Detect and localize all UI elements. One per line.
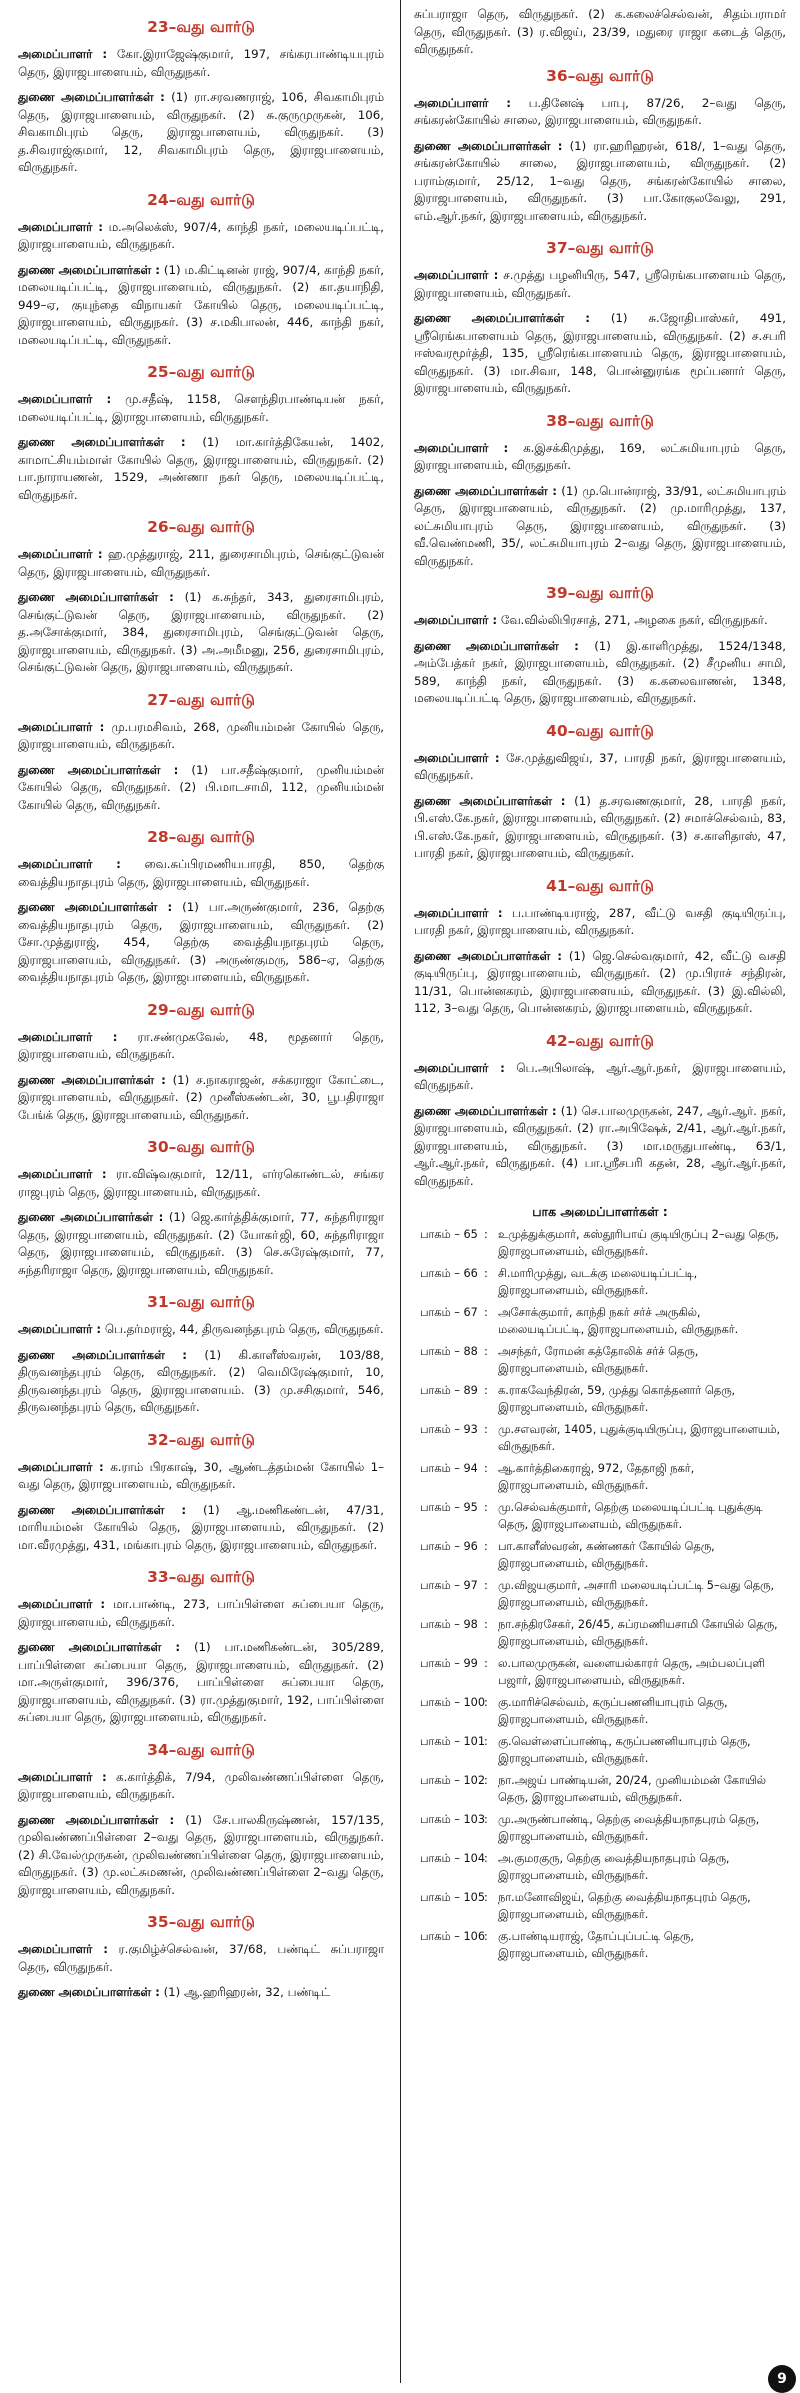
deputies-label: துணை அமைப்பாளர்கள் : [18, 90, 165, 104]
deputies-details: (1) ச.நாகராஜன், சக்கராஜா கோட்டை, இராஜபாளையம், விருதுநகர். (2) முனீஸ்கண்டன், 30, பூபதிராஜா பேங்க் தெரு, இராஜபாளையம், விருதுநகர். [18, 1072, 385, 1122]
organizer-label: அமைப்பாளர் : [18, 1459, 104, 1474]
ward-organizer [18, 1596, 384, 1631]
booth-number: பாகம் – 89 [420, 1384, 478, 1397]
organizer-label: அமைப்பாளர் : [18, 47, 108, 61]
ward-section [414, 67, 786, 226]
ward-section [414, 877, 786, 1018]
booth-separator: : [484, 1384, 488, 1397]
deputies-details: (1) மா.கார்த்திகேயன், 1402, காமாட்சியம்மாள் கோயில் தெரு, இராஜபாளையம், விருதுநகர். (2) பா.நாராயணன், 1529, அண்ணா நகர் தெரு, மலையடிப்பட்டி, விருதுநகர். [18, 435, 384, 502]
deputies-details: (1) ஆ.மணிகண்டன், 47/31, மாரியம்மன் கோயில் தெரு, இராஜபாளையம், விருதுநகர். (2) மா.வீரமுத்து, 431, மங்காபுரம் தெரு, இராஜபாளையம், விருதுநகர். [18, 1502, 384, 1552]
deputies-label: துணை அமைப்பாளர்கள் : [18, 762, 179, 777]
booth-number: பாகம் – 99 [420, 1657, 478, 1670]
ward-section [18, 1741, 384, 1900]
booth-row [414, 1851, 786, 1884]
ward-deputies [18, 1347, 384, 1417]
organizer-details: ச.முத்து பழனியிரு, 547, ஸ்ரீரெங்கபாளையம் தெரு, இராஜபாளையம், விருதுநகர். [414, 268, 786, 300]
organizer-details: ம.அலெக்ஸ், 907/4, காந்தி நகர், மலையடிப்பட்டி, இராஜபாளையம், விருதுநகர். [18, 219, 384, 251]
booth-organizer: உமுத்துக்குமார், கஸ்தூரிபாய் குடியிருப்பு 2–வது தெரு, இராஜபாளையம், விருதுநகர். [498, 1228, 779, 1258]
booth-row [414, 1617, 786, 1650]
booth-number: பாகம் – 94 [420, 1462, 478, 1475]
booth-row [414, 1812, 786, 1845]
deputies-details: (1) ஜெ.செல்வகுமார், 42, வீட்டு வசதி குடியிருப்பு, இராஜபாளையம், விருதுநகர். (2) மு.பிராச் சந்திரன், 11/31, பொன்னகரம், இராஜபாளையம், விருதுநகர். (3) இ.வில்லி, 112, 3–வது தெரு, பொன்னகரம், இராஜபாளையம், விருதுநகர். [414, 948, 787, 1015]
booth-separator: : [484, 1423, 488, 1436]
booth-row [414, 1461, 786, 1494]
booth-separator: : [484, 1618, 488, 1631]
ward-deputies [18, 1984, 384, 2002]
ward-organizer [414, 750, 786, 785]
deputies-details: (1) ஆ.ஹரிஹரன், 32, பண்டிட் [163, 1985, 331, 1999]
ward-deputies [18, 434, 384, 504]
ward-organizer [18, 856, 384, 891]
ward-organizer [18, 1321, 384, 1339]
ward-heading: 27–வது வார்டு [147, 690, 255, 709]
organizer-label: அமைப்பாளர் : [18, 547, 103, 561]
ward-heading: 29–வது வார்டு [147, 1000, 255, 1019]
ward-section [18, 828, 384, 987]
booth-number: பாகம் – 97 [420, 1579, 478, 1592]
booth-organizer: மு.சஎவரன், 1405, புதுக்குடியிருப்பு, இராஜபாளையம், விருதுநகர். [498, 1423, 781, 1453]
ward-organizer [414, 1060, 786, 1095]
deputies-label: துணை அமைப்பாளர்கள் : [414, 1103, 557, 1118]
ward-heading: 40–வது வார்டு [546, 721, 654, 740]
booth-row [414, 1305, 786, 1338]
deputies-details: (1) கி.காளீஸ்வரன், 103/88, திருவனந்தபுரம் தெரு, விருதுநகர். (2) வெமிரேஷ்குமார், 10, திருவனந்தபுரம் தெரு, இராஜபாளையம். (3) மு.சசிகுமார், 546, திருவனந்தபுரம் தெரு, விருதுநகர். [18, 1347, 384, 1414]
organizer-label: அமைப்பாளர் : [18, 219, 103, 234]
booth-row [414, 1383, 786, 1416]
ward-heading: 31–வது வார்டு [147, 1293, 255, 1311]
organizer-details: ஹ.முத்துராஜ், 211, துரைசாமிபுரம், செங்குட்டுவன் தெரு, இராஜபாளையம், விருதுநகர். [18, 547, 385, 579]
deputies-label: துணை அமைப்பாளர்கள் : [18, 1502, 187, 1517]
booth-organizer: ல.பாலமுருகன், வளையல்காரர் தெரு, அம்பலப்புளி பஜார், இராஜபாளையம், விருதுநகர். [498, 1657, 765, 1687]
booth-number: பாகம் – 101 [420, 1735, 486, 1748]
organizer-label: அமைப்பாளர் : [18, 1167, 107, 1181]
organizer-label: அமைப்பாளர் : [18, 857, 121, 871]
booth-organizer: சி.மாரிமுத்து, வடக்கு மலையடிப்பட்டி, இராஜபாளையம், விருதுநகர். [498, 1267, 698, 1297]
ward-deputies [18, 262, 384, 350]
booth-row [414, 1890, 786, 1923]
deputies-label: துணை அமைப்பாளர்கள் : [18, 590, 174, 604]
booth-number: பாகம் – 67 [420, 1306, 478, 1319]
deputies-details: (1) த.சரவணகுமார், 28, பாரதி நகர், பி.எஸ்.கே.நகர், இராஜபாளையம், விருதுநகர். (2) சமாச்செல்வம், 83, பி.எஸ்.கே.நகர், இராஜபாளையம், விருதுநகர். (3) ச.காளிதாஸ், 47, பாரதி நகர், இராஜபாளையம், விருதுநகர். [414, 793, 787, 860]
booth-row [414, 1266, 786, 1299]
organizer-label: அமைப்பாளர் : [18, 1597, 106, 1611]
ward-deputies [18, 762, 384, 815]
organizer-details: வை.சுப்பிரமணியபாரதி, 850, தெற்கு வைத்தியநாதபுரம் தெரு, இராஜபாளையம், விருதுநகர். [18, 857, 385, 889]
right-wards [414, 67, 786, 1191]
column-divider [400, 0, 401, 2383]
organizer-label: அமைப்பாளர் : [414, 440, 509, 455]
organizer-label: அமைப்பாளர் : [414, 750, 500, 765]
booth-row [414, 1422, 786, 1455]
organizer-details: ரா.சண்முகவேல், 48, மூதனார் தெரு, இராஜபாளையம், விருதுநகர். [18, 1029, 384, 1061]
ward-section [18, 1431, 384, 1555]
booth-number: பாகம் – 65 [420, 1228, 478, 1241]
booth-number: பாகம் – 93 [420, 1423, 478, 1436]
booth-organizer: நா.அஜய் பாண்டியன், 20/24, முனியம்மன் கோயில் தெரு, இராஜபாளையம், விருதுநகர். [498, 1774, 766, 1804]
booth-separator: : [484, 1267, 488, 1280]
ward-organizer [414, 95, 786, 130]
booth-separator: : [484, 1930, 488, 1943]
ward-section [18, 191, 384, 350]
ward-deputies [414, 310, 786, 398]
booth-separator: : [484, 1540, 488, 1553]
booth-organizer: பா.காளீஸ்வரன், கண்ணகர் கோயில் தெரு, இராஜபாளையம், விருதுநகர். [498, 1540, 715, 1570]
booth-separator: : [484, 1852, 488, 1865]
deputies-details: (1) பா.அருண்குமார், 236, தெற்கு வைத்தியநாதபுரம் தெரு, இராஜபாளையம், விருதுநகர். (2) சோ.முத்துராஜ், 454, தெற்கு வைத்தியநாதபுரம் தெரு, இராஜபாளையம், விருதுநகர். (3) அருண்குமரு, 586–ஏ, தெற்கு வைத்தியநாதபுரம் தெரு, இராஜபாளையம், விருதுநகர். [18, 900, 384, 984]
deputies-details: (1) சே.பாலகிருஷ்ணன், 157/135, முலிவண்ணப்பிள்ளை 2–வது தெரு, இராஜபாளையம், விருதுநகர். (2) சி.வேல்முருகன், முலிவண்ணப்பிள்ளை தெரு, இராஜபாளையம், விருதுநகர். (3) மு.லட்சுமணன், முலிவண்ணப்பிள்ளை 2–வது தெரு, இராஜபாளையம், விருதுநகர். [18, 1812, 384, 1897]
ward-deputies [18, 1209, 384, 1279]
ward-heading: 38–வது வார்டு [546, 411, 654, 430]
booth-separator: : [484, 1813, 488, 1826]
booth-organizer: நா.மனோவிஜய், தெற்கு வைத்தியநாதபுரம் தெரு, இராஜபாளையம், விருதுநகர். [498, 1891, 751, 1921]
ward-heading: 36–வது வார்டு [546, 66, 654, 85]
booth-row [414, 1929, 786, 1962]
booth-row [414, 1734, 786, 1767]
organizer-label: அமைப்பாளர் : [18, 1769, 107, 1784]
organizer-details: க.இசக்கிமுத்து, 169, லட்சுமியாபுரம் தெரு, இராஜபாளையம், விருதுநகர். [414, 440, 786, 472]
ward-deputies [18, 899, 384, 987]
booth-organizer: அசோக்குமார், காந்தி நகர் சர்ச் அருகில், மலையடிப்பட்டி, இராஜபாளையம், விருதுநகர். [498, 1306, 739, 1336]
organizer-details: க.ராம் பிரகாஷ், 30, ஆண்டத்தம்மன் கோயில் 1–வது தெரு, இராஜபாளையம், விருதுநகர். [18, 1459, 385, 1491]
ward-organizer [414, 440, 786, 475]
ward-deputies [18, 89, 384, 177]
ward-deputies [18, 1812, 384, 1900]
organizer-details: மு.பரமசிவம், 268, முனியம்மன் கோயில் தெரு, இராஜபாளையம், விருதுநகர். [18, 719, 384, 751]
deputies-label: துணை அமைப்பாளர்கள் : [18, 1072, 166, 1087]
ward-organizer [414, 905, 786, 940]
ward-deputies [414, 138, 786, 226]
ward-deputies [414, 1103, 786, 1191]
booth-number: பாகம் – 104 [420, 1852, 486, 1865]
booth-organizer: அ.குமரகுரு, தெற்கு வைத்தியநாதபுரம் தெரு, இராஜபாளையம், விருதுநகர். [498, 1852, 730, 1882]
ward-heading: 26–வது வார்டு [147, 518, 255, 536]
deputies-label: துணை அமைப்பாளர்கள் : [18, 435, 186, 449]
ward-heading: 41–வது வார்டு [546, 876, 654, 895]
deputies-label: துணை அமைப்பாளர்கள் : [414, 311, 590, 325]
ward-organizer [18, 219, 384, 254]
booth-row [414, 1773, 786, 1806]
ward-organizer [18, 46, 384, 81]
deputies-details: (1) ரா.சரவணராஜ், 106, சிவகாமிபுரம் தெரு, இராஜபாளையம், விருதுநகர். (2) சு.குருமுருகன், 106, சிவகாமிபுரம் தெரு, இராஜபாளையம், விருதுநகர். (3) த.சிவராஜ்குமார், 12, சிவகாமிபுரம் தெரு, இராஜபாளையம், விருதுநகர். [18, 90, 384, 174]
organizer-details: பெ.அபிலாஷ், ஆர்.ஆர்.நகர், இராஜபாளையம், விருதுநகர். [414, 1060, 787, 1092]
booth-row [414, 1695, 786, 1728]
organizer-label: அமைப்பாளர் : [414, 1060, 505, 1075]
ward-deputies [18, 589, 384, 677]
organizer-details: ர.குமிழ்ச்செல்வன், 37/68, பண்டிட் சுப்பராஜா தெரு, விருதுநகர். [18, 1942, 384, 1974]
organizer-label: அமைப்பாளர் : [414, 613, 498, 627]
ward-heading: 23–வது வார்டு [147, 18, 255, 36]
booth-separator: : [484, 1462, 488, 1475]
deputies-label: துணை அமைப்பாளர்கள் : [414, 138, 563, 153]
organizer-label: அமைப்பாளர் : [414, 95, 511, 110]
deputies-details: (1) க.சுந்தர், 343, துரைசாமிபுரம், செங்குட்டுவன் தெரு, இராஜபாளையம், விருதுநகர். (2) த.அசோக்குமார், 384, துரைசாமிபுரம், செங்குட்டுவன் தெரு, இராஜபாளையம், விருதுநகர். (3) அ.அமீமனு, 256, துரைசாமிபுரம், செங்குட்டுவன் தெரு, இராஜபாளையம், விருதுநகர். [18, 590, 385, 674]
deputies-details: (1) ம.கிட்டினன் ராஜ், 907/4, காந்தி நகர், மலையடிப்பட்டி, இராஜபாளையம், விருதுநகர். (2) கா.தயாநிதி, 949–ஏ, குயுந்தை விநாயகர் கோயில் தெரு, மலையடிப்பட்டி, இராஜபாளையம், விருதுநகர். (3) ச.மகிபாலன், 446, காந்தி நகர், மலையடிப்பட்டி, விருதுநகர். [18, 262, 384, 347]
deputies-label: துணை அமைப்பாளர்கள் : [414, 638, 579, 653]
booth-organizers-heading: பாக அமைப்பாளர்கள் : [532, 1204, 668, 1219]
booth-number: பாகம் – 95 [420, 1501, 478, 1514]
ward-heading: 28–வது வார்டு [147, 828, 255, 846]
booth-number: பாகம் – 66 [420, 1267, 478, 1280]
ward-heading: 30–வது வார்டு [147, 1138, 255, 1156]
ward-heading: 24–வது வார்டு [147, 190, 255, 209]
deputies-label: துணை அமைப்பாளர்கள் : [18, 1210, 164, 1224]
booth-organizer: கு.பாண்டியராஜ், தோப்புப்பட்டி தெரு, இராஜபாளையம், விருதுநகர். [498, 1930, 694, 1960]
deputies-details: (1) ஜெ.கார்த்திக்குமார், 77, சுந்தரிராஜா தெரு, இராஜபாளையம், விருதுநகர். (2) யோகா்ஜி, 60, சுந்தரிராஜா தெரு, இராஜபாளையம், விருதுநகர். (3) செ.சுரேஷ்குமார், 77, சுந்தரிராஜா தெரு, இராஜபாளையம், விருதுநகர். [18, 1210, 384, 1277]
ward-deputies [18, 1639, 384, 1727]
ward-organizer [18, 1029, 384, 1064]
ward-heading: 33–வது வார்டு [147, 1568, 255, 1586]
booth-row [414, 1578, 786, 1611]
organizer-label: அமைப்பாளர் : [18, 719, 105, 734]
booth-row [414, 1227, 786, 1260]
ward-organizer [18, 1166, 384, 1201]
organizer-label: அமைப்பாளர் : [18, 392, 112, 406]
organizer-details: பெ.தர்மராஜ், 44, திருவனந்தபுரம் தெரு, விருதுநகர். [104, 1322, 384, 1336]
organizer-details: வே.வில்லிபிரசாத், 271, அழகை நகர், விருதுநகர். [500, 613, 768, 627]
ward-organizer [18, 1769, 384, 1804]
ward-deputies [18, 1502, 384, 1555]
booth-number: பாகம் – 98 [420, 1618, 478, 1631]
booth-number: பாகம் – 105 [420, 1891, 486, 1904]
booth-organizer: கு.மாரிச்செல்வம், கருப்பணனியாபுரம் தெரு, இராஜபாளையம், விருதுநகர். [498, 1696, 728, 1726]
right-column [406, 0, 794, 2383]
organizer-details: மா.பாண்டி, 273, பாப்பிள்ளை சுப்பையா தெரு, இராஜபாளையம், விருதுநகர். [18, 1597, 384, 1629]
ward-deputies [414, 793, 786, 863]
deputies-details: (1) சு.ஜோதிபாஸ்கர், 491, ஸ்ரீரெங்கபாளையம் தெரு, இராஜபாளையம், விருதுநகர். (2) ச.சபரி ஈஸ்வரமூர்த்தி, 135, ஸ்ரீரெங்கபாளையம் தெரு, இராஜபாளையம், விருதுநகர். (3) மா.சிவா, 148, பொன்னுரங்க மூப்பனார் தெரு, இராஜபாளையம், விருதுநகர். [414, 311, 787, 395]
organizer-details: க.கார்த்திக், 7/94, முலிவண்ணப்பிள்ளை தெரு, இராஜபாளையம், விருதுநகர். [18, 1769, 385, 1801]
deputies-label: துணை அமைப்பாளர்கள் : [18, 1347, 187, 1362]
ward-section [414, 722, 786, 863]
deputies-details: (1) செ.பாலமுருகன், 247, ஆர்.ஆர். நகர், இராஜபாளையம், விருதுநகர். (2) ரா.அபிஷேக், 2/41, ஆர்.ஆர்.நகர், இராஜபாளையம், விருதுநகர். (3) மா.மருதுபாண்டி, 63/1, ஆர்.ஆர்.நகர், விருதுநகர். (4) பா.ஸ்ரீசபரி கதன், 28, ஆர்.ஆர்.நகர், விருதுநகர். [414, 1103, 787, 1188]
booth-number: பாகம் – 100 [420, 1696, 486, 1709]
deputies-label: துணை அமைப்பாளர்கள் : [18, 900, 173, 914]
ward-section [18, 1001, 384, 1125]
booth-separator: : [484, 1579, 488, 1592]
booth-number: பாகம் – 102 [420, 1774, 486, 1787]
ward-35-continuation: சுப்பராஜா தெரு, விருதுநகர். (2) க.கலைச்செல்வன், சிதம்பராமர் தெரு, விருதுநகர். (3) ர.விஜய், 23/39, மதுரை ராஜா கடைத் தெரு, விருதுநகர். [414, 7, 786, 56]
booth-organizer: கு.வெள்ளைப்பாண்டி, கருப்பணனியாபுரம் தெரு, இராஜபாளையம், விருதுநகர். [498, 1735, 751, 1765]
ward-organizer [414, 612, 786, 630]
ward-heading: 34–வது வார்டு [147, 1740, 255, 1759]
booth-separator: : [484, 1657, 488, 1670]
page-number: 9 [768, 2365, 796, 2393]
ward-section [414, 1032, 786, 1191]
deputies-label: துணை அமைப்பாளர்கள் : [414, 793, 566, 808]
deputies-label: துணை அமைப்பாளர்கள் : [18, 1812, 175, 1827]
ward-deputies [414, 483, 786, 571]
booth-organizer: மு.அருண்பாண்டி, தெற்கு வைத்தியநாதபுரம் தெரு, இராஜபாளையம், விருதுநகர். [498, 1813, 760, 1843]
organizer-details: சே.முத்துவிஜய், 37, பாரதி நகர், இராஜபாளையம், விருதுநகர். [414, 750, 787, 782]
booth-row [414, 1344, 786, 1377]
ward-section [18, 1293, 384, 1417]
deputies-details: (1) பா.சதீஷ்குமார், முனியம்மன் கோயில் தெரு, விருதுநகர். (2) பி.மாடசாமி, 112, முனியம்மன் கோயில் தெரு, விருதுநகர். [18, 762, 385, 812]
booth-organizer: மு.விஜயகுமார், அசாரி மலையடிப்பட்டி 5–வது தெரு, இராஜபாளையம், விருதுநகர். [498, 1579, 775, 1609]
ward-section [414, 239, 786, 398]
ward-deputies [414, 948, 786, 1018]
ward-section [18, 518, 384, 677]
organizer-details: ரா.விஷ்வகுமார், 12/11, எர்ரகொண்டல், சங்கர ராஜபுரம் தெரு, இராஜபாளையம், விருதுநகர். [18, 1167, 384, 1199]
booth-separator: : [484, 1891, 488, 1904]
deputies-label: துணை அமைப்பாளர்கள் : [414, 948, 563, 963]
ward-deputies [18, 1072, 384, 1125]
booth-number: பாகம் – 88 [420, 1345, 478, 1358]
organizer-label: அமைப்பாளர் : [18, 1029, 118, 1044]
deputies-details: (1) இ.காளிமுத்து, 1524/1348, அம்பேத்கர் நகர், இராஜபாளையம், விருதுநகர். (2) சீமுனிய சாமி, 589, காந்தி நகர், விருதுநகர். (3) க.கலைவாணன், 1348, மலையடிப்பட்டி தெரு, இராஜபாளையம், விருதுநகர். [414, 638, 787, 705]
booth-row [414, 1656, 786, 1689]
booth-separator: : [484, 1306, 488, 1319]
deputies-details: (1) மு.பொன்ராஜ், 33/91, லட்சுமியாபுரம் தெரு, இராஜபாளையம், விருதுநகர். (2) மு.மாரிமுத்து, 137, லட்சுமியாபுரம் தெரு, இராஜபாளையம், விருதுநகர். (3) வீ.வெண்மணி, 35/, லட்சுமியாபுரம் 2–வது தெரு, இராஜபாளையம், விருதுநகர். [414, 483, 787, 568]
ward-heading: 42–வது வார்டு [546, 1031, 654, 1050]
ward-organizer [18, 391, 384, 426]
ward-organizer [18, 719, 384, 754]
booth-organizer: க.ராகவேந்திரன், 59, முத்து கொத்தனார் தெரு, இராஜபாளையம், விருதுநகர். [498, 1384, 736, 1414]
ward-heading: 32–வது வார்டு [147, 1430, 255, 1449]
booth-list [414, 1227, 786, 1962]
booth-number: பாகம் – 106 [420, 1930, 486, 1943]
deputies-label: துணை அமைப்பாளர்கள் : [18, 1640, 181, 1654]
deputies-label: துணை அமைப்பாளர்கள் : [414, 483, 557, 498]
organizer-label: அமைப்பாளர் : [18, 1322, 102, 1336]
organizer-details: ப.தினேஷ் பாபு, 87/26, 2–வது தெரு, சங்கரன்கோயில் சாலை, இராஜபாளையம், விருதுநகர். [414, 95, 787, 127]
ward-section [414, 412, 786, 571]
organizer-label: அமைப்பாளர் : [18, 1942, 108, 1956]
booth-organizer: நா.சந்திரசேகர், 26/45, சுப்ரமணியசாமி கோயில் தெரு, இராஜபாளையம், விருதுநகர். [498, 1618, 778, 1648]
booth-organizer: அசந்தர், ரோமன் கத்தோலிக் சர்ச் தெரு, இராஜபாளையம், விருதுநகர். [498, 1345, 699, 1375]
organizer-label: அமைப்பாளர் : [414, 268, 499, 282]
booth-separator: : [484, 1774, 488, 1787]
ward-section [18, 18, 384, 177]
organizer-details: ப.பாண்டியராஜ், 287, வீட்டு வசதி குடியிருப்பு, பாரதி நகர், இராஜபாளையம், விருதுநகர். [414, 905, 786, 937]
ward-heading: 37–வது வார்டு [546, 239, 654, 257]
booth-separator: : [484, 1228, 488, 1241]
ward-organizer [18, 546, 384, 581]
deputies-details: (1) பா.மணிகண்டன், 305/289, பாப்பிள்ளை சுப்பையா தெரு, இராஜபாளையம், விருதுநகர். (2) மா.அருள்குமார், 396/376, பாப்பிள்ளை சுப்பையா தெரு, இராஜபாளையம், விருதுநகர். (3) ரா.முத்துகுமார், 192, பாப்பிள்ளை சுப்பையா தெரு, இராஜபாளையம், விருதுநகர். [18, 1640, 385, 1724]
left-column [6, 0, 394, 2383]
ward-organizer [18, 1459, 384, 1494]
booth-separator: : [484, 1501, 488, 1514]
booth-row [414, 1539, 786, 1572]
organizer-details: மு.சதீஷ், 1158, சௌந்திரபாண்டியன் நகர், மலையடிப்பட்டி, இராஜபாளையம், விருதுநகர். [18, 392, 384, 424]
ward-heading: 25–வது வார்டு [147, 363, 255, 381]
booth-organizer: மு.செல்வக்குமார், தெற்கு மலையடிப்பட்டி புதுக்குடி தெரு, இராஜபாளையம், விருதுநகர். [498, 1501, 763, 1531]
booth-row [414, 1500, 786, 1533]
organizer-label: அமைப்பாளர் : [414, 905, 503, 920]
ward-section [18, 691, 384, 815]
ward-heading: 35–வது வார்டு [147, 1913, 255, 1931]
ward-deputies [414, 638, 786, 708]
deputies-details: (1) ரா.ஹரிஹரன், 618/, 1–வது தெரு, சங்கரன்கோயில் சாலை, இராஜபாளையம், விருதுநகர். (2) பராம்குமார், 25/12, 1–வது தெரு, சங்கரன்கோயில் சாலை, இராஜபாளையம், விருதுநகர். (3) பா.கோகுலவேலு, 291, எம்.ஆர்.நகர், இராஜபாளையம், விருதுநகர். [414, 138, 786, 223]
ward-organizer [18, 1941, 384, 1976]
deputies-label: துணை அமைப்பாளர்கள் : [18, 1985, 160, 1999]
ward-section [18, 1568, 384, 1727]
booth-number: பாகம் – 103 [420, 1813, 486, 1826]
booth-number: பாகம் – 96 [420, 1540, 478, 1553]
deputies-label: துணை அமைப்பாளர்கள் : [18, 262, 161, 277]
booth-separator: : [484, 1345, 488, 1358]
organizer-details: கோ.இராஜேஷ்குமார், 197, சங்கரபாண்டியபுரம் தெரு, இராஜபாளையம், விருதுநகர். [18, 47, 384, 79]
booth-organizer: ஆ.கார்த்திகைராஜ், 972, தேதாஜி நகர், இராஜபாளையம், விருதுநகர். [498, 1462, 695, 1492]
booth-separator: : [484, 1696, 488, 1709]
ward-heading: 39–வது வார்டு [546, 584, 654, 602]
ward-section [414, 584, 786, 708]
booth-separator: : [484, 1735, 488, 1748]
ward-section [18, 363, 384, 504]
ward-section [18, 1138, 384, 1279]
ward-organizer [414, 267, 786, 302]
ward-section [18, 1913, 384, 2002]
